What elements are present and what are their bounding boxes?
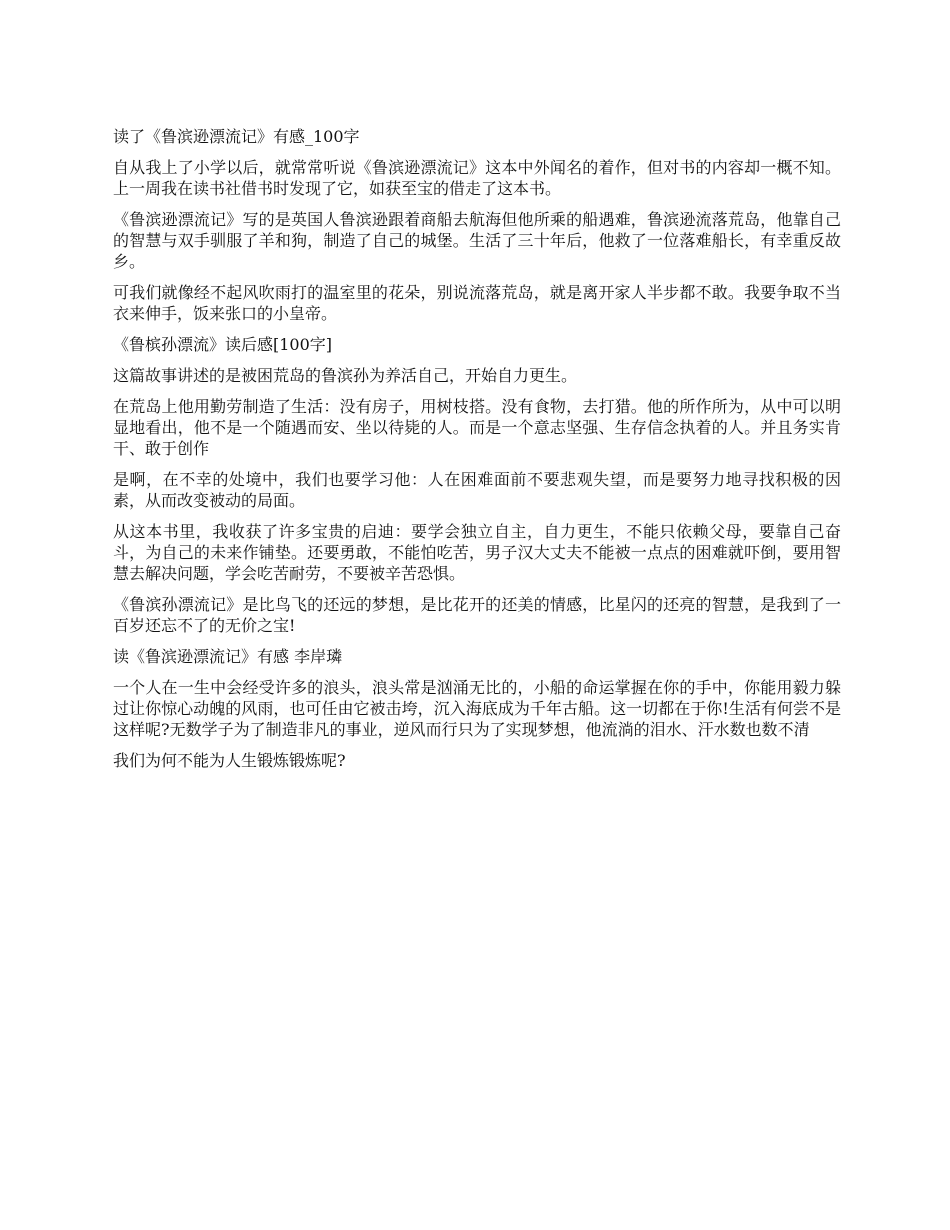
paragraph: 我们为何不能为人生锻炼锻炼呢?: [113, 751, 346, 770]
paragraph: 可我们就像经不起风吹雨打的温室里的花朵，别说流落荒岛，就是离开家人半步都不敢。我要争取不当衣来伸手，饭来张口的小皇帝。: [113, 283, 841, 323]
paragraph: 这篇故事讲述的是被困荒岛的鲁滨孙为养活自己，开始自力更生。: [113, 366, 578, 385]
essay-title-1: 读了《鲁滨逊漂流记》有感_100字: [113, 127, 360, 146]
essay-title-2: 《鲁槟孙漂流》读后感[100字]: [113, 335, 333, 354]
paragraph: 从这本书里，我收获了许多宝贵的启迪：要学会独立自主，自力更生，不能只依赖父母，要靠自己奋斗，为自己的未来作铺垫。还要勇敢，不能怕吃苦，男子汉大丈夫不能被一点点的困难就吓倒，要用智慧去解决问题，学会吃苦耐劳，不要被辛苦恐惧。: [113, 522, 841, 583]
essay-title-3: 读《鲁滨逊漂流记》有感 李岸璘: [113, 647, 343, 666]
paragraph: 自从我上了小学以后，就常常听说《鲁滨逊漂流记》这本中外闻名的着作，但对书的内容却一概不知。上一周我在读书社借书时发现了它，如获至宝的借走了这本书。: [113, 158, 841, 198]
paragraph: 在荒岛上他用勤劳制造了生活：没有房子，用树枝搭。没有食物，去打猎。他的所作所为，从中可以明显地看出，他不是一个随遇而安、坐以待毙的人。而是一个意志坚强、生存信念执着的人。并且务实肯干、敢于创作: [113, 397, 841, 458]
document-page: [113, 126, 841, 781]
paragraph: 《鲁滨孙漂流记》是比鸟飞的还远的梦想，是比花开的还美的情感，比星闪的还亮的智慧，是我到了一百岁还忘不了的无价之宝!: [113, 595, 841, 635]
paragraph: 《鲁滨逊漂流记》写的是英国人鲁滨逊跟着商船去航海但他所乘的船遇难，鲁滨逊流落荒岛，他靠自己的智慧与双手驯服了羊和狗，制造了自己的城堡。生活了三十年后，他救了一位落难船长，有幸重反故乡。: [113, 210, 841, 271]
paragraph: 是啊，在不幸的处境中，我们也要学习他：人在困难面前不要悲观失望，而是要努力地寻找积极的因素，从而改变被动的局面。: [113, 470, 841, 510]
paragraph: 一个人在一生中会经受许多的浪头，浪头常是汹涌无比的，小船的命运掌握在你的手中，你能用毅力躲过让你惊心动魄的风雨，也可任由它被击垮，沉入海底成为千年古船。这一切都在于你!生活有何尝不是这样呢?无数学子为了制造非凡的事业，逆风而行只为了实现梦想，他流淌的泪水、汗水数也数不清: [113, 678, 841, 739]
